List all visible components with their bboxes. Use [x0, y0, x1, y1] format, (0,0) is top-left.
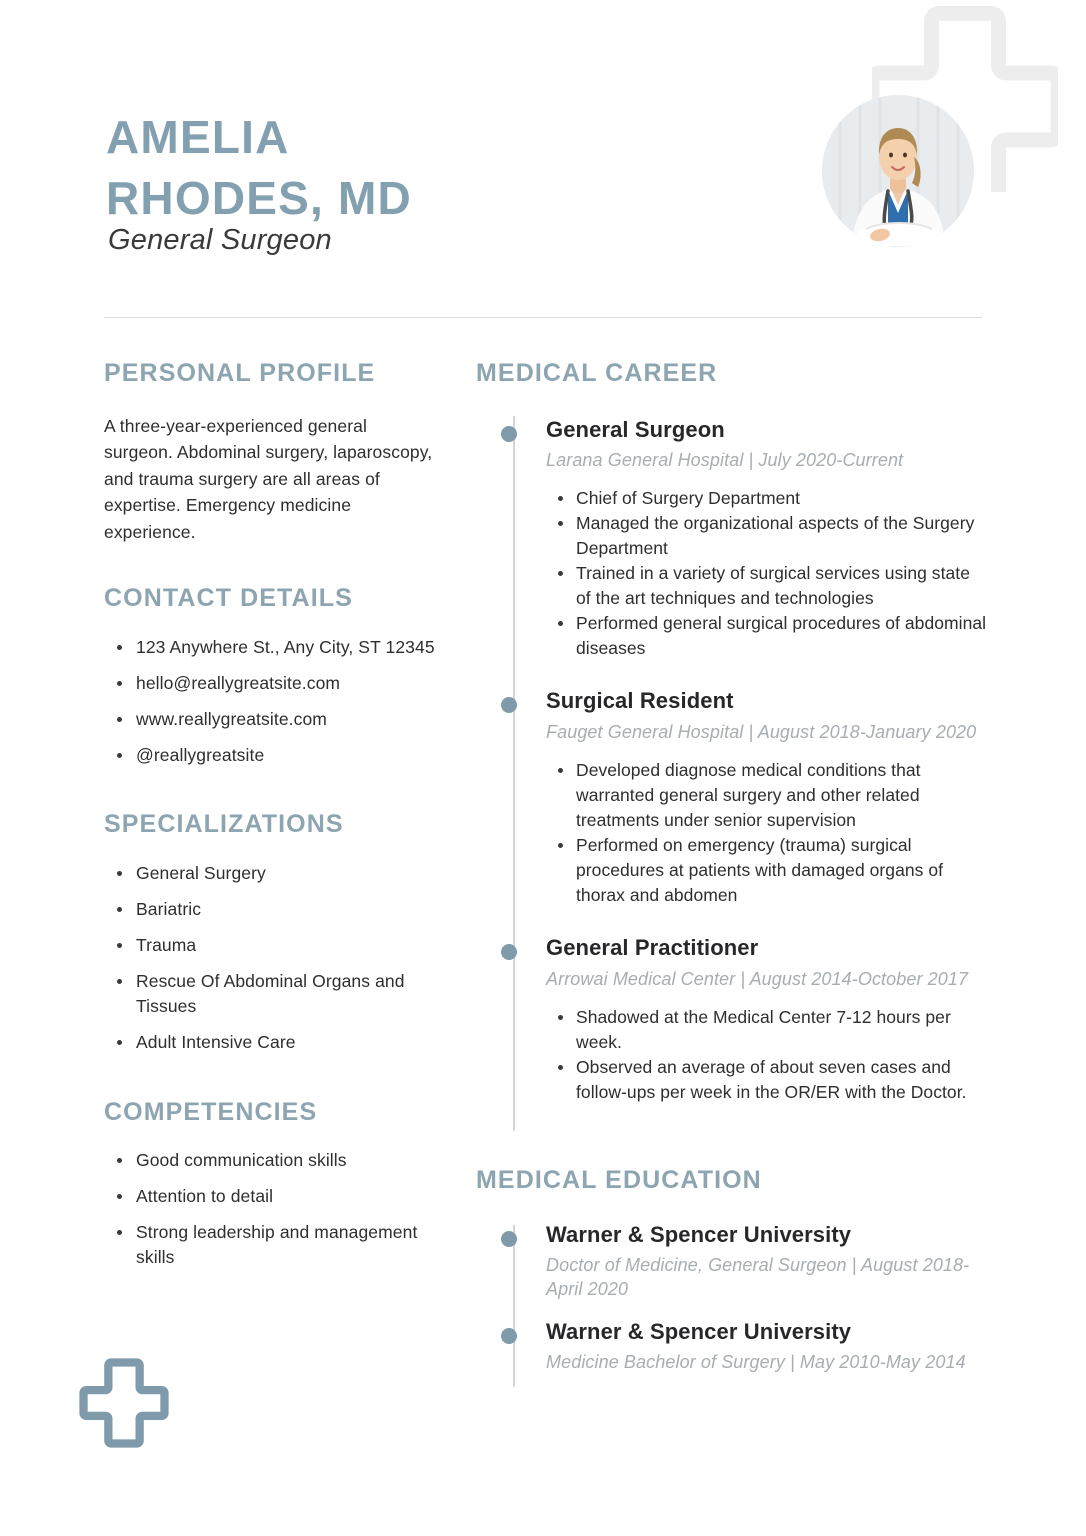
education-school: Warner & Spencer University — [546, 1318, 852, 1344]
list-item: Performed general surgical procedures of abdominal diseases — [546, 611, 988, 661]
list-item: Rescue Of Abdominal Organs and Tissues — [104, 969, 440, 1019]
career-timeline — [476, 416, 988, 1132]
list-item: Strong leadership and management skills — [104, 1220, 440, 1270]
education-entry — [546, 1318, 988, 1391]
timeline-dot-icon — [501, 944, 517, 960]
list-item: Adult Intensive Care — [104, 1030, 440, 1055]
section-medical-career — [476, 360, 988, 1131]
section-title-specializations: SPECIALIZATIONS — [104, 810, 344, 839]
job-role-subtitle: General Surgeon — [108, 224, 332, 256]
left-column — [104, 360, 440, 1281]
career-entry — [546, 687, 988, 934]
career-job-bullets — [546, 486, 988, 661]
medical-cross-icon — [78, 1357, 170, 1449]
competencies-list — [104, 1148, 440, 1270]
education-timeline — [476, 1221, 988, 1391]
education-school: Warner & Spencer University — [546, 1221, 852, 1247]
section-title-personal-profile: PERSONAL PROFILE — [104, 359, 376, 387]
list-item: Chief of Surgery Department — [546, 486, 988, 511]
list-item: www.reallygreatsite.com — [104, 707, 440, 732]
education-entry — [546, 1221, 988, 1318]
last-name: RHODES, MD — [106, 172, 412, 225]
personal-profile-text: A three-year-experienced general surgeon. Abdominal surgery, laparoscopy, and trauma surgery are all areas of expertise. Emergency medicine experience. — [104, 415, 433, 542]
career-job-bullets — [546, 1005, 988, 1105]
first-name: AMELIA — [106, 111, 290, 163]
section-personal-profile — [104, 360, 440, 545]
right-column — [476, 360, 988, 1391]
list-item: Trained in a variety of surgical services using state of the art techniques and technologies — [546, 561, 988, 611]
list-item: Shadowed at the Medical Center 7-12 hours per week. — [546, 1005, 988, 1055]
list-item: Attention to detail — [104, 1184, 440, 1209]
section-title-medical-education: MEDICAL EDUCATION — [476, 1166, 762, 1195]
list-item: Performed on emergency (trauma) surgical procedures at patients with damaged organs of thorax and abdomen — [546, 833, 988, 908]
section-medical-education — [476, 1167, 988, 1390]
timeline-dot-icon — [501, 1328, 517, 1344]
education-meta: Medicine Bachelor of Surgery | May 2010-May 2014 — [546, 1352, 966, 1373]
section-contact-details — [104, 585, 440, 768]
career-entry — [546, 416, 988, 688]
header-divider — [104, 317, 982, 318]
timeline-dot-icon — [501, 1231, 517, 1247]
section-title-competencies: COMPETENCIES — [104, 1097, 318, 1126]
career-job-title: General Surgeon — [546, 416, 725, 442]
list-item: Good communication skills — [104, 1148, 440, 1173]
page-title — [106, 107, 746, 229]
career-job-title: Surgical Resident — [546, 688, 734, 714]
contact-list — [104, 635, 440, 768]
list-item: General Surgery — [104, 861, 440, 886]
section-title-medical-career: MEDICAL CAREER — [476, 359, 718, 387]
career-entry — [546, 934, 988, 1131]
career-job-title: General Practitioner — [546, 935, 759, 961]
section-title-contact-details: CONTACT DETAILS — [104, 584, 353, 613]
education-meta: Doctor of Medicine, General Surgeon | August 2018-April 2020 — [546, 1255, 970, 1300]
resume-header — [0, 0, 1086, 300]
section-competencies — [104, 1099, 440, 1271]
career-job-meta: Larana General Hospital | July 2020-Current — [546, 450, 904, 470]
timeline-dot-icon — [501, 697, 517, 713]
timeline-dot-icon — [501, 426, 517, 442]
career-job-bullets — [546, 758, 988, 908]
career-job-meta: Fauget General Hospital | August 2018-January 2020 — [546, 721, 977, 742]
section-specializations — [104, 811, 440, 1055]
list-item: Trauma — [104, 933, 440, 958]
specializations-list — [104, 861, 440, 1055]
list-item: @reallygreatsite — [104, 743, 440, 768]
list-item: 123 Anywhere St., Any City, ST 12345 — [104, 635, 440, 660]
avatar — [822, 95, 974, 247]
list-item: Developed diagnose medical conditions that warranted general surgery and other related treatments under senior supervision — [546, 758, 988, 833]
list-item: Managed the organizational aspects of the Surgery Department — [546, 511, 988, 561]
career-job-meta: Arrowai Medical Center | August 2014-October 2017 — [546, 968, 969, 989]
list-item: Observed an average of about seven cases and follow-ups per week in the OR/ER with the Doctor. — [546, 1055, 988, 1105]
list-item: hello@reallygreatsite.com — [104, 671, 440, 696]
list-item: Bariatric — [104, 897, 440, 922]
